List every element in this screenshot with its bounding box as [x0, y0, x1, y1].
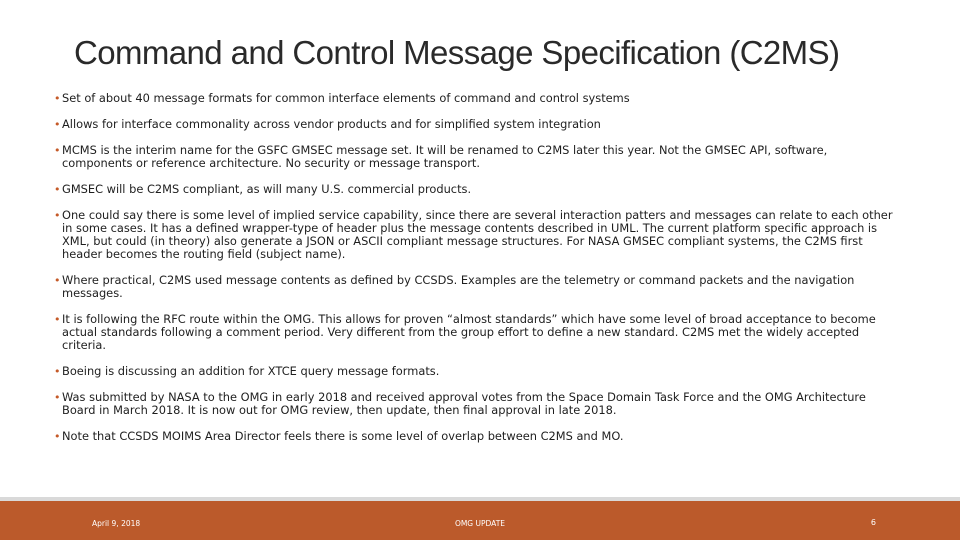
bullet-dot-icon: • [54, 365, 61, 378]
bullet-item [54, 274, 894, 300]
bullet-dot-icon: • [54, 313, 61, 326]
bullet-dot-icon: • [54, 274, 61, 287]
bullet-text: Set of about 40 message formats for common interface elements of command and control systems [62, 91, 630, 105]
bullet-dot-icon: • [54, 430, 61, 443]
bullet-item [54, 118, 894, 131]
bullet-item [54, 144, 894, 170]
bullet-text: GMSEC will be C2MS compliant, as will many U.S. commercial products. [62, 182, 472, 196]
bullet-dot-icon: • [54, 391, 61, 404]
bullet-item [54, 430, 894, 443]
bullet-text: Boeing is discussing an addition for XTCE query message formats. [62, 364, 440, 378]
footer-date: April 9, 2018 [92, 519, 141, 528]
bullet-text: MCMS is the interim name for the GSFC GMSEC message set. It will be renamed to C2MS later this year. Not the GMSEC API, software, components or reference architecture. No security or message transport. [62, 143, 828, 170]
bullet-item [54, 313, 894, 352]
bullet-dot-icon: • [54, 118, 61, 131]
bullet-text: Note that CCSDS MOIMS Area Director feels there is some level of overlap between C2MS and MO. [62, 429, 624, 443]
slide-title: Command and Control Message Specification (C2MS) [74, 34, 840, 71]
bullet-item [54, 391, 894, 417]
slide-footer [0, 501, 960, 540]
bullet-item [54, 365, 894, 378]
footer-center-text: OMG UPDATE [454, 519, 506, 528]
bullet-text: It is following the RFC route within the OMG. This allows for proven “almost standards” which have some level of broad acceptance to become actual standards following a comment period. Very different from the group effort to define a new standard. C2MS met the widely accepted criteria. [62, 312, 876, 352]
bullet-dot-icon: • [54, 209, 61, 222]
bullet-item [54, 209, 894, 261]
bullet-item [54, 183, 894, 196]
bullet-dot-icon: • [54, 92, 61, 105]
bullet-dot-icon: • [54, 144, 61, 157]
page-number: 6 [870, 518, 876, 527]
bullet-dot-icon: • [54, 183, 61, 196]
bullet-text: One could say there is some level of implied service capability, since there are several interaction patters and messages can relate to each other in some cases. It has a defined wrapper-type of header plus the message contents described in UML. The current platform specific approach is XML, but could (in theory) also generate a JSON or ASCII compliant message structures. For NASA GMSEC compliant systems, the C2MS first header becomes the routing field (subject name). [62, 208, 893, 261]
bullet-text: Allows for interface commonality across vendor products and for simplified system integration [62, 117, 601, 131]
bullet-text: Was submitted by NASA to the OMG in early 2018 and received approval votes from the Space Domain Task Force and the OMG Architecture Board in March 2018. It is now out for OMG review, then update, then final approval in late 2018. [62, 390, 866, 417]
bullet-text: Where practical, C2MS used message contents as defined by CCSDS. Examples are the telemetry or command packets and the navigation messages. [62, 273, 855, 300]
bullet-list [54, 92, 894, 456]
bullet-item [54, 92, 894, 105]
